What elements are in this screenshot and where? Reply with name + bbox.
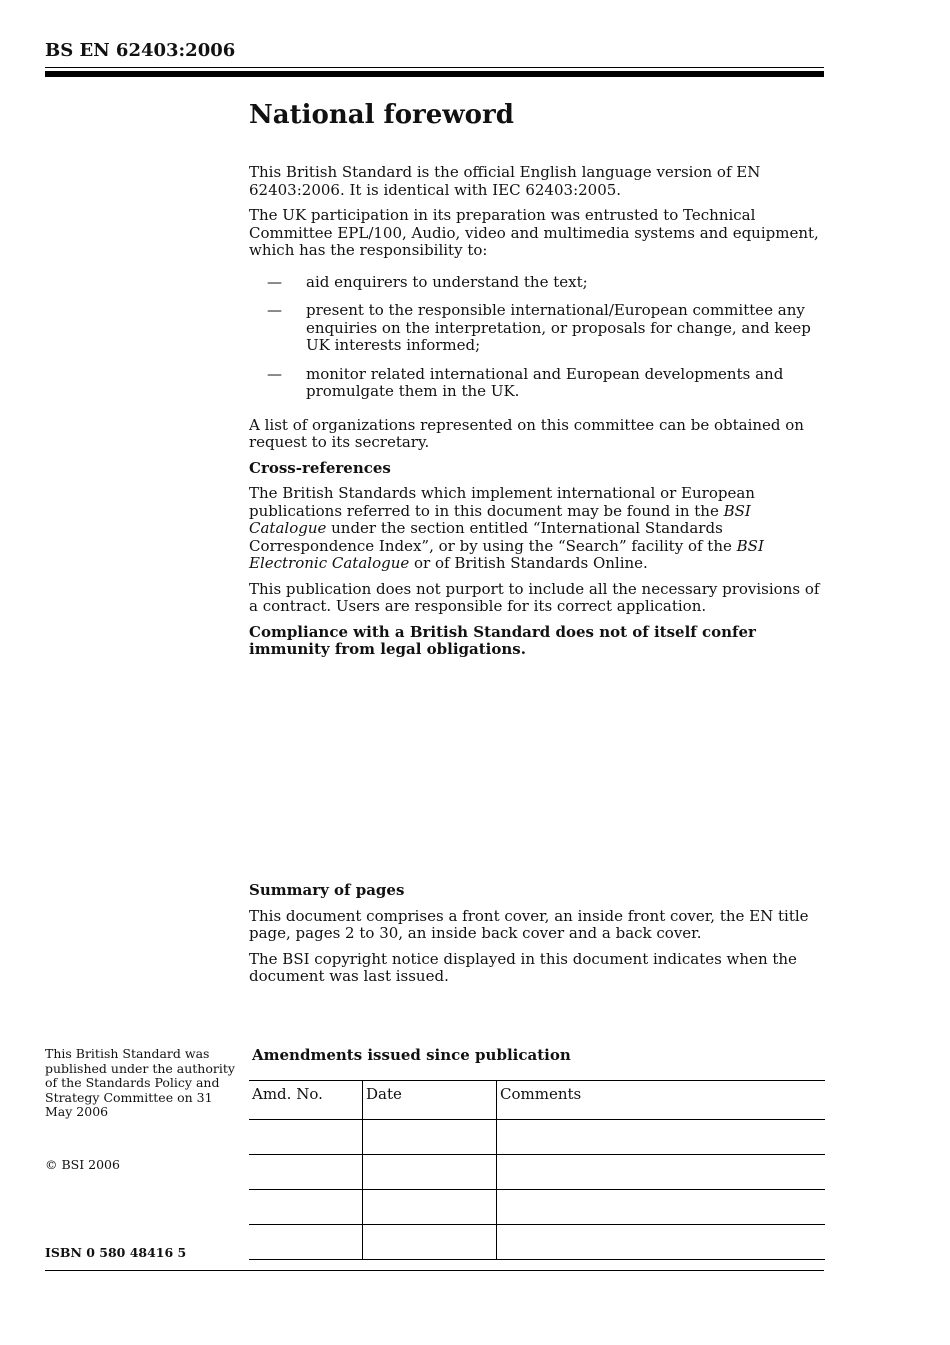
publication-authority: This British Standard was published under the authority of the Standards Policy and Strategy Committee on 31 May 2006 (45, 1046, 235, 1119)
table-cell (249, 1120, 363, 1155)
cross-ref-text: or of British Standards Online. (409, 554, 648, 572)
list-item (249, 302, 827, 355)
column-header-date: Date (363, 1081, 497, 1120)
table-cell (249, 1155, 363, 1190)
table-row (249, 1120, 825, 1155)
bsi-electronic-catalogue-title: BSI Electronic Catalogue (249, 536, 764, 572)
table-row (249, 1155, 825, 1190)
responsibility-list (249, 274, 827, 401)
cross-references-paragraph (249, 485, 827, 573)
footer-rule (45, 1270, 824, 1271)
cross-ref-text: The British Standards which implement international or European publications referred to in this document may be found in the (249, 484, 755, 520)
list-item (249, 366, 827, 401)
table-header-row (249, 1081, 825, 1120)
table-cell (363, 1155, 497, 1190)
committee-list-note: A list of organizations represented on this committee can be obtained on request to its secretary. (249, 415, 804, 451)
cross-references-heading: Cross-references (249, 458, 391, 477)
table-cell (363, 1225, 497, 1260)
compliance-notice: Compliance with a British Standard does not of itself confer immunity from legal obligations. (249, 622, 756, 658)
table-cell (497, 1120, 826, 1155)
column-header-comments: Comments (497, 1081, 826, 1120)
table-row (249, 1190, 825, 1225)
list-item-text: monitor related international and European developments and promulgate them in the UK. (306, 364, 784, 400)
copyright-line: © BSI 2006 (45, 1157, 120, 1172)
document-id: BS EN 62403:2006 (45, 40, 236, 61)
table-cell (363, 1120, 497, 1155)
list-item-text: aid enquirers to understand the text; (306, 272, 588, 291)
committee-paragraph: The UK participation in its preparation was entrusted to Technical Committee EPL/100, Audio, video and multimedia systems and equipment, which has the responsibility to: (249, 206, 819, 259)
table-cell (497, 1190, 826, 1225)
dash-marker: — (267, 272, 282, 291)
summary-paragraph: This document comprises a front cover, an inside front cover, the EN title page, pages 2 to 30, an inside back cover and a back cover. (249, 906, 809, 942)
table-cell (249, 1190, 363, 1225)
summary-heading: Summary of pages (249, 881, 405, 899)
table-cell (249, 1225, 363, 1260)
column-header-amd-no: Amd. No. (249, 1081, 363, 1120)
summary-section (249, 882, 827, 994)
intro-paragraph: This British Standard is the official English language version of EN 62403:2006. It is identical with IEC 62403:2005. (249, 163, 761, 199)
copyright-notice-paragraph: The BSI copyright notice displayed in this document indicates when the document was last issued. (249, 949, 797, 985)
table-cell (497, 1155, 826, 1190)
cross-ref-text: under the section entitled “International Standards Correspondence Index”, or by using the “Search” facility of the (249, 519, 737, 555)
isbn-number: ISBN 0 580 48416 5 (45, 1245, 187, 1260)
provisions-paragraph: This publication does not purport to include all the necessary provisions of a contract. Users are responsible for its correct application. (249, 579, 820, 615)
dash-marker: — (267, 364, 282, 383)
table-cell (363, 1190, 497, 1225)
table-cell (497, 1225, 826, 1260)
header-rule-thin (45, 67, 824, 68)
amendments-table (249, 1080, 825, 1260)
table-row (249, 1225, 825, 1260)
page-title: National foreword (249, 100, 514, 130)
list-item (249, 274, 827, 292)
foreword-body (249, 164, 827, 667)
list-item-text: present to the responsible international/European committee any enquiries on the interpretation, or proposals for change, and keep UK interests informed; (306, 301, 811, 354)
header-rule-thick (45, 71, 824, 77)
bsi-catalogue-title: BSI Catalogue (249, 501, 751, 537)
dash-marker: — (267, 301, 282, 319)
amendments-title: Amendments issued since publication (252, 1046, 571, 1064)
